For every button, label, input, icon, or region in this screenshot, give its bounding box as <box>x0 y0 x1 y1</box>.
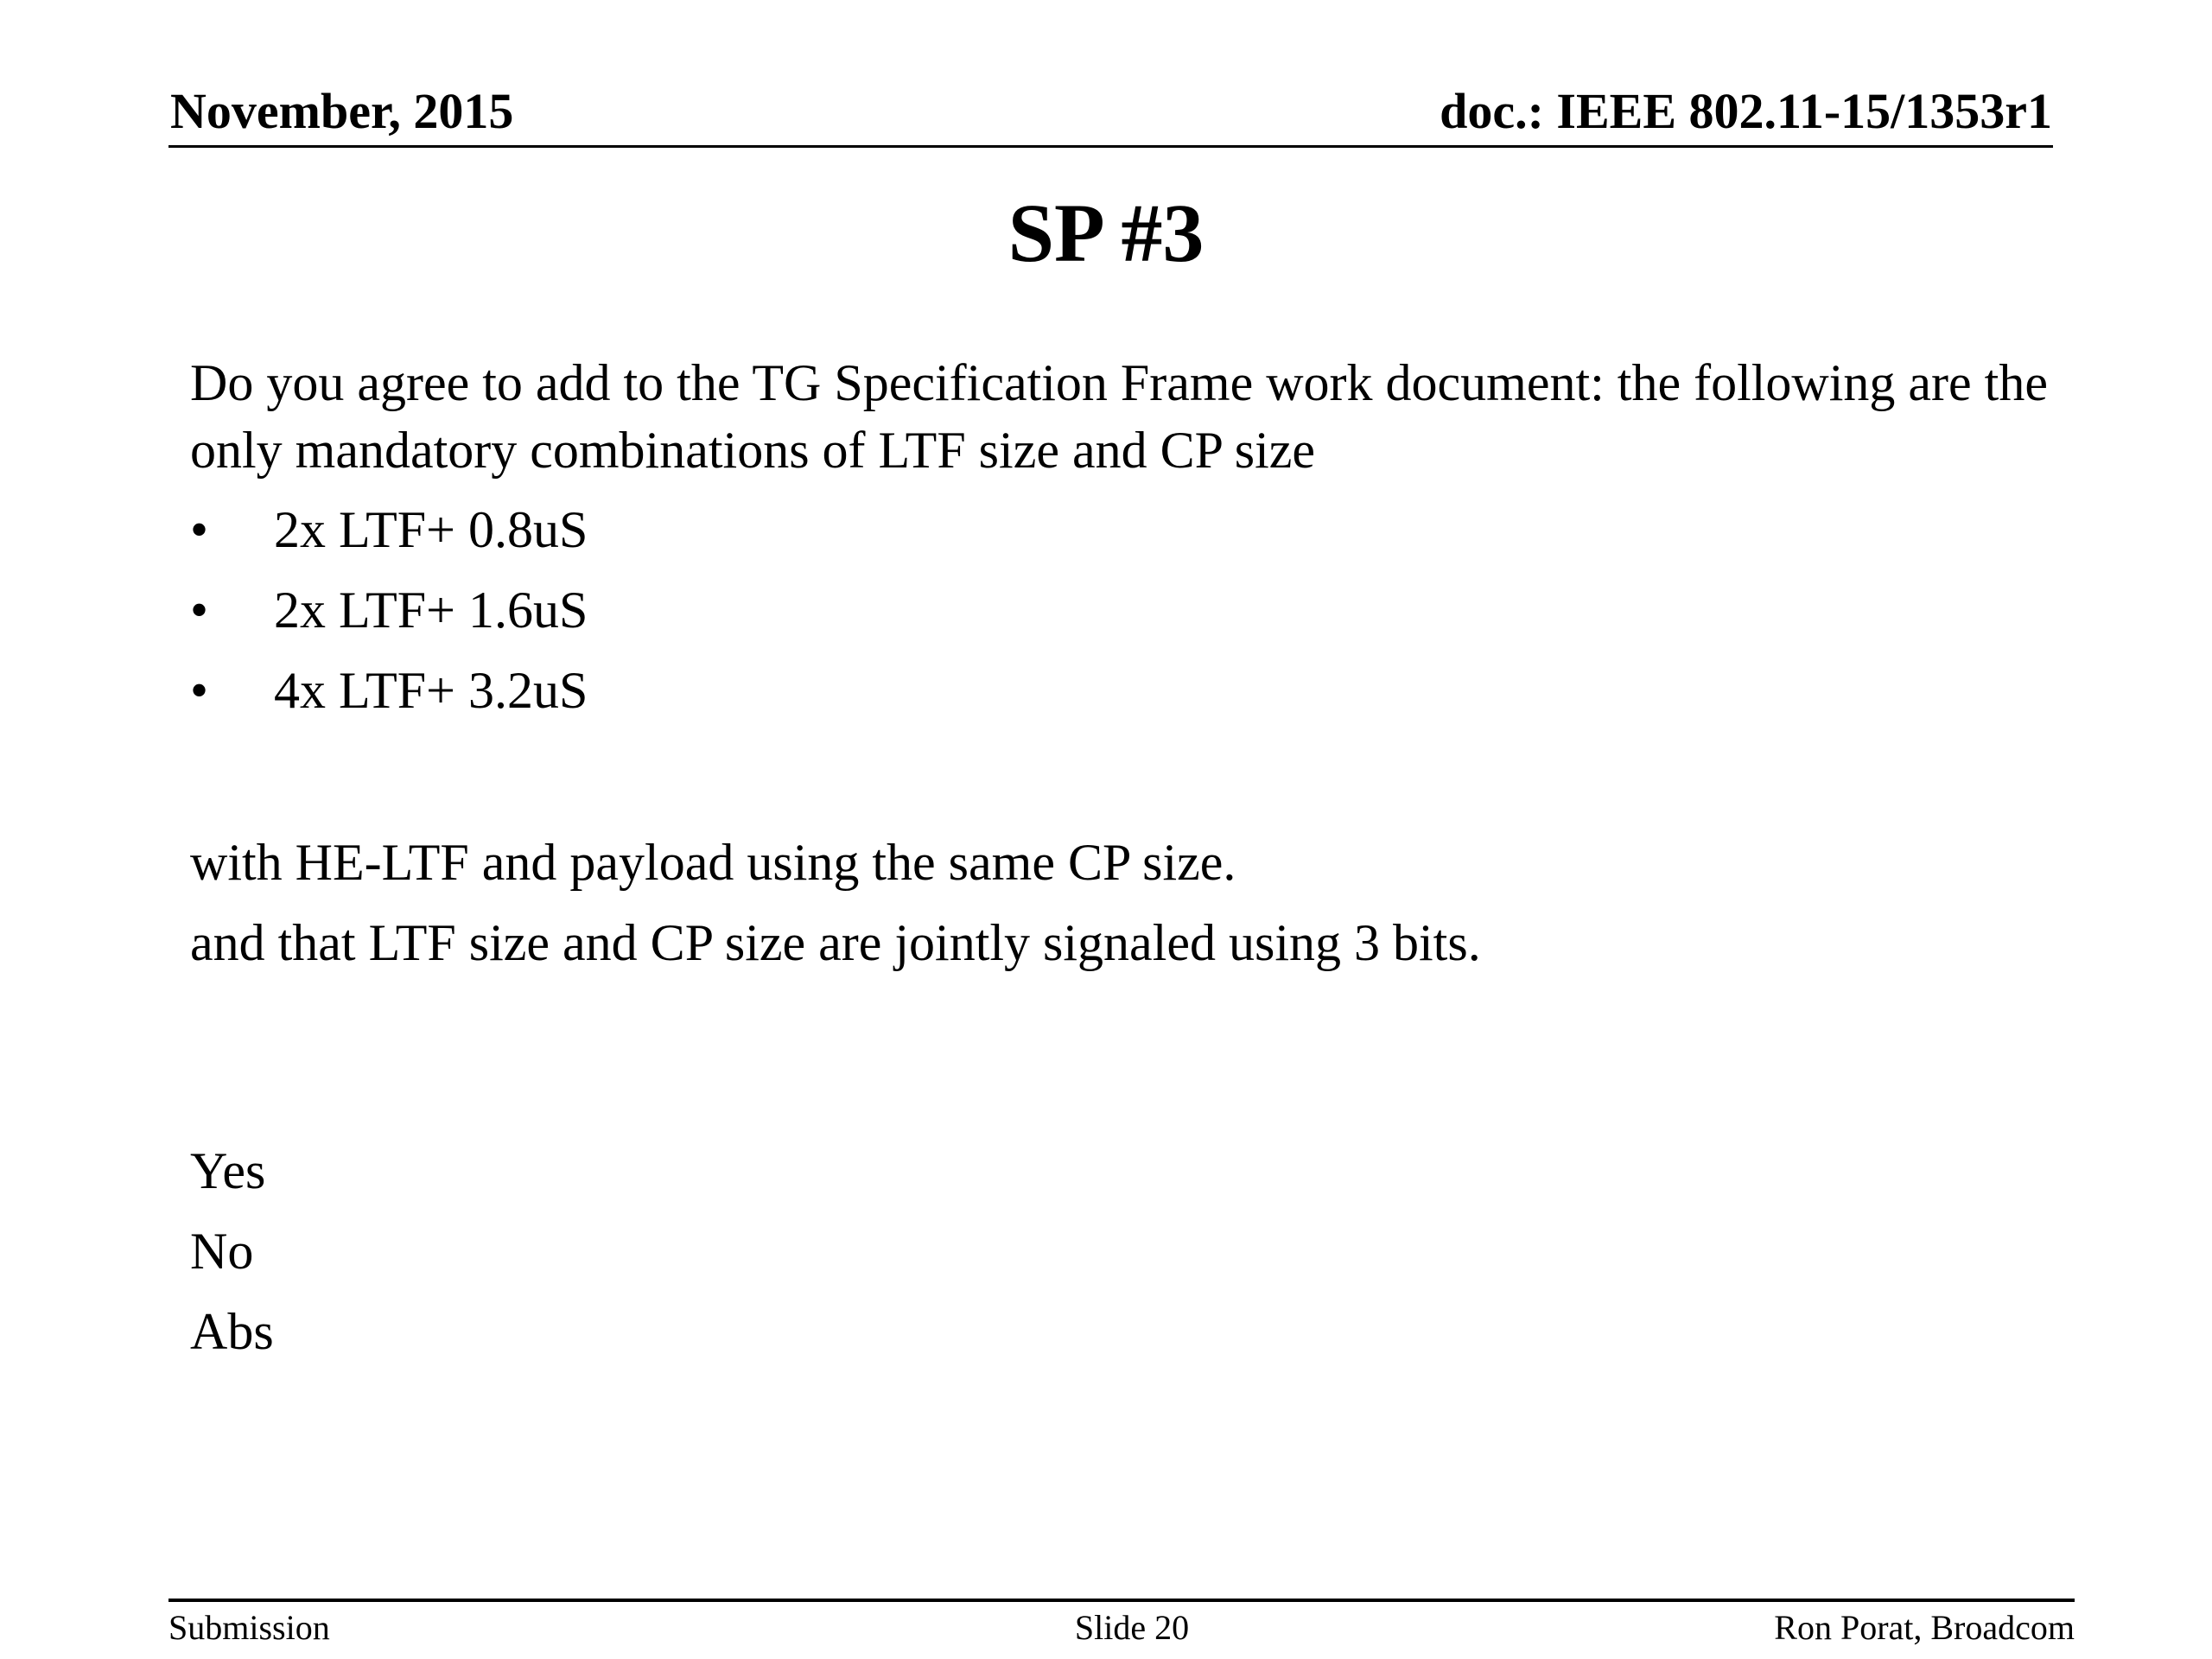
footer-slide-number: Slide 20 <box>1074 1608 1190 1647</box>
slide-body <box>190 349 2074 1378</box>
bullet-marker: • <box>190 501 209 558</box>
footer-rule <box>168 1599 2075 1602</box>
footer-author: Ron Porat, Broadcom <box>1774 1608 2075 1647</box>
condition-cp-size: with HE-LTF and payload using the same CP size. <box>190 834 1236 891</box>
vote-option-abstain: Abs <box>190 1303 274 1360</box>
header-doc-id: doc.: IEEE 802.11-15/1353r1 <box>1440 83 2052 139</box>
list-item-text: 4x LTF+ 3.2uS <box>274 662 588 719</box>
combination-list <box>190 496 2074 724</box>
bullet-marker: • <box>190 582 209 639</box>
list-item-text: 2x LTF+ 1.6uS <box>274 582 588 639</box>
list-item-text: 2x LTF+ 0.8uS <box>274 501 588 558</box>
list-item <box>190 576 2074 644</box>
vote-options <box>190 1137 2074 1365</box>
list-item <box>190 657 2074 724</box>
header-date: November, 2015 <box>170 83 514 139</box>
slide-title: SP #3 <box>1007 187 1205 279</box>
vote-option-no: No <box>190 1223 254 1280</box>
vote-option-yes: Yes <box>190 1142 266 1199</box>
footer-submission: Submission <box>168 1608 330 1647</box>
condition-signaling: and that LTF size and CP size are jointly signaled using 3 bits. <box>190 914 1481 971</box>
bullet-marker: • <box>190 662 209 719</box>
straw-poll-question: Do you agree to add to the TG Specification Frame work document: the following are the only mandatory combinations of LTF size and CP size <box>190 354 2048 479</box>
list-item <box>190 496 2074 563</box>
header-rule <box>168 145 2053 148</box>
